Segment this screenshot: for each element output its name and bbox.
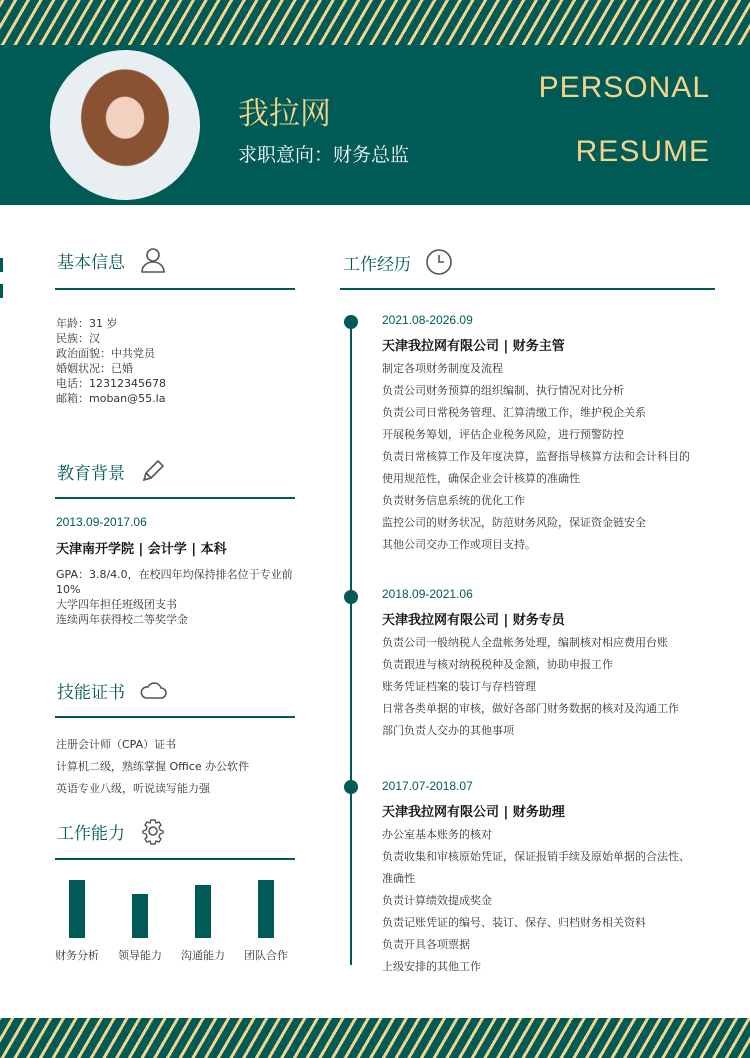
job-duty: 部门负责人交办的其他事项 <box>382 724 514 737</box>
job-duty: 办公室基本账务的核对 <box>382 828 492 841</box>
edge-mark <box>0 284 3 298</box>
job-entry <box>382 313 722 556</box>
job-duty: 日常各类单据的审核，做好各部门财务数据的核对及沟通工作 <box>382 702 679 715</box>
education-detail: GPA：3.8/4.0，在校四年均保持排名位于专业前 10% <box>56 568 293 596</box>
personal-label: PERSONAL <box>538 71 710 104</box>
candidate-name: 我拉网 <box>238 96 331 132</box>
education-entry <box>56 515 296 627</box>
bar-label: 财务分析 <box>55 949 99 962</box>
job-duty: 负责开具各项票据 <box>382 938 470 951</box>
info-phone: 电话：12312345678 <box>56 377 166 390</box>
job-date: 2021.08-2026.09 <box>382 313 473 327</box>
divider <box>55 288 295 290</box>
job-duty: 负责跟进与核对纳税税种及金额，协助申报工作 <box>382 658 613 671</box>
skill-item: 注册会计师（CPA）证书 <box>56 738 177 751</box>
bar-label: 领导能力 <box>118 949 162 962</box>
divider <box>55 858 295 860</box>
skill-item: 计算机二级，熟练掌握 Office 办公软件 <box>56 760 250 773</box>
info-marital: 婚姻状况：已婚 <box>56 362 133 375</box>
bottom-stripe-band <box>0 1018 750 1058</box>
job-date: 2018.09-2021.06 <box>382 587 473 601</box>
section-title: 工作经历 <box>343 254 411 275</box>
education-date: 2013.09-2017.06 <box>56 515 147 529</box>
header <box>0 45 750 205</box>
job-title: 天津我拉网有限公司 | 财务助理 <box>382 805 565 820</box>
job-duty: 负责公司日常税务管理、汇算清缴工作，维护税企关系 <box>382 406 646 419</box>
job-duty: 制定各项财务制度及流程 <box>382 362 503 375</box>
section-skills <box>57 676 167 704</box>
bar-label: 团队合作 <box>244 949 288 962</box>
section-title: 工作能力 <box>57 823 125 844</box>
resume-label: RESUME <box>575 135 710 168</box>
pencil-icon <box>139 457 167 485</box>
bar-communication <box>195 885 211 938</box>
user-icon <box>139 246 167 274</box>
job-duty: 其他公司交办工作或项目支持。 <box>382 538 536 551</box>
section-title: 教育背景 <box>57 463 125 484</box>
gear-icon <box>139 817 167 845</box>
bar-teamwork <box>258 880 274 938</box>
section-work <box>343 248 453 276</box>
job-title: 天津我拉网有限公司 | 财务主管 <box>382 339 565 354</box>
job-duty: 负责计算绩效提成奖金 <box>382 894 492 907</box>
section-basic-info <box>57 246 167 274</box>
basic-info-list <box>56 316 166 406</box>
job-duty: 监控公司的财务状况，防范财务风险，保证资金链安全 <box>382 516 646 529</box>
bar-leadership <box>132 894 148 938</box>
job-duty: 开展税务筹划，评估企业税务风险，进行预警防控 <box>382 428 624 441</box>
clock-icon <box>425 248 453 276</box>
job-entry <box>382 587 722 742</box>
info-political: 政治面貌：中共党员 <box>56 347 155 360</box>
job-duty: 负责收集和审核原始凭证，保证报销手续及原始单据的合法性、 <box>382 850 690 863</box>
job-duty: 负责公司一般纳税人全盘帐务处理，编制核对相应费用台账 <box>382 636 668 649</box>
job-target: 求职意向：财务总监 <box>238 144 410 166</box>
skill-item: 英语专业八级，听说读写能力强 <box>56 782 210 795</box>
section-ability <box>57 817 167 845</box>
job-duty: 负责日常核算工作及年度决算，监督指导核算方法和会计科目的 <box>382 450 690 463</box>
job-duty: 使用规范性，确保企业会计核算的准确性 <box>382 472 580 485</box>
education-detail: 大学四年担任班级团支书 <box>56 598 177 611</box>
job-duty: 负责记账凭证的编号、装订、保存、归档财务相关资料 <box>382 916 646 929</box>
job-duty: 负责财务信息系统的优化工作 <box>382 494 525 507</box>
avatar-photo <box>50 50 200 200</box>
job-date: 2017.07-2018.07 <box>382 779 473 793</box>
job-duty: 上级安排的其他工作 <box>382 960 481 973</box>
skills-list <box>56 734 249 800</box>
bar-label: 沟通能力 <box>181 949 225 962</box>
education-school: 天津南开学院 | 会计学 | 本科 <box>56 542 227 557</box>
timeline-dot <box>344 590 358 604</box>
education-detail: 连续两年获得校二等奖学金 <box>56 613 188 626</box>
section-title: 基本信息 <box>57 252 125 273</box>
divider <box>55 497 295 499</box>
timeline-dot <box>344 780 358 794</box>
cloud-icon <box>139 676 167 704</box>
divider <box>55 716 295 718</box>
info-ethnicity: 民族：汉 <box>56 332 100 345</box>
edge-mark <box>0 258 3 272</box>
job-duty: 准确性 <box>382 872 415 885</box>
section-education <box>57 457 167 485</box>
top-stripe-band <box>0 0 750 45</box>
job-title: 天津我拉网有限公司 | 财务专员 <box>382 613 565 628</box>
divider <box>340 288 715 290</box>
job-duty: 账务凭证档案的装订与存档管理 <box>382 680 536 693</box>
job-duty: 负责公司财务预算的组织编制、执行情况对比分析 <box>382 384 624 397</box>
timeline-dot <box>344 315 358 329</box>
section-title: 技能证书 <box>57 682 125 703</box>
info-age: 年龄：31 岁 <box>56 317 118 330</box>
info-email: 邮箱：moban@55.la <box>56 392 166 405</box>
timeline-line <box>350 320 352 965</box>
job-entry <box>382 779 722 978</box>
bar-financial-analysis <box>69 880 85 938</box>
